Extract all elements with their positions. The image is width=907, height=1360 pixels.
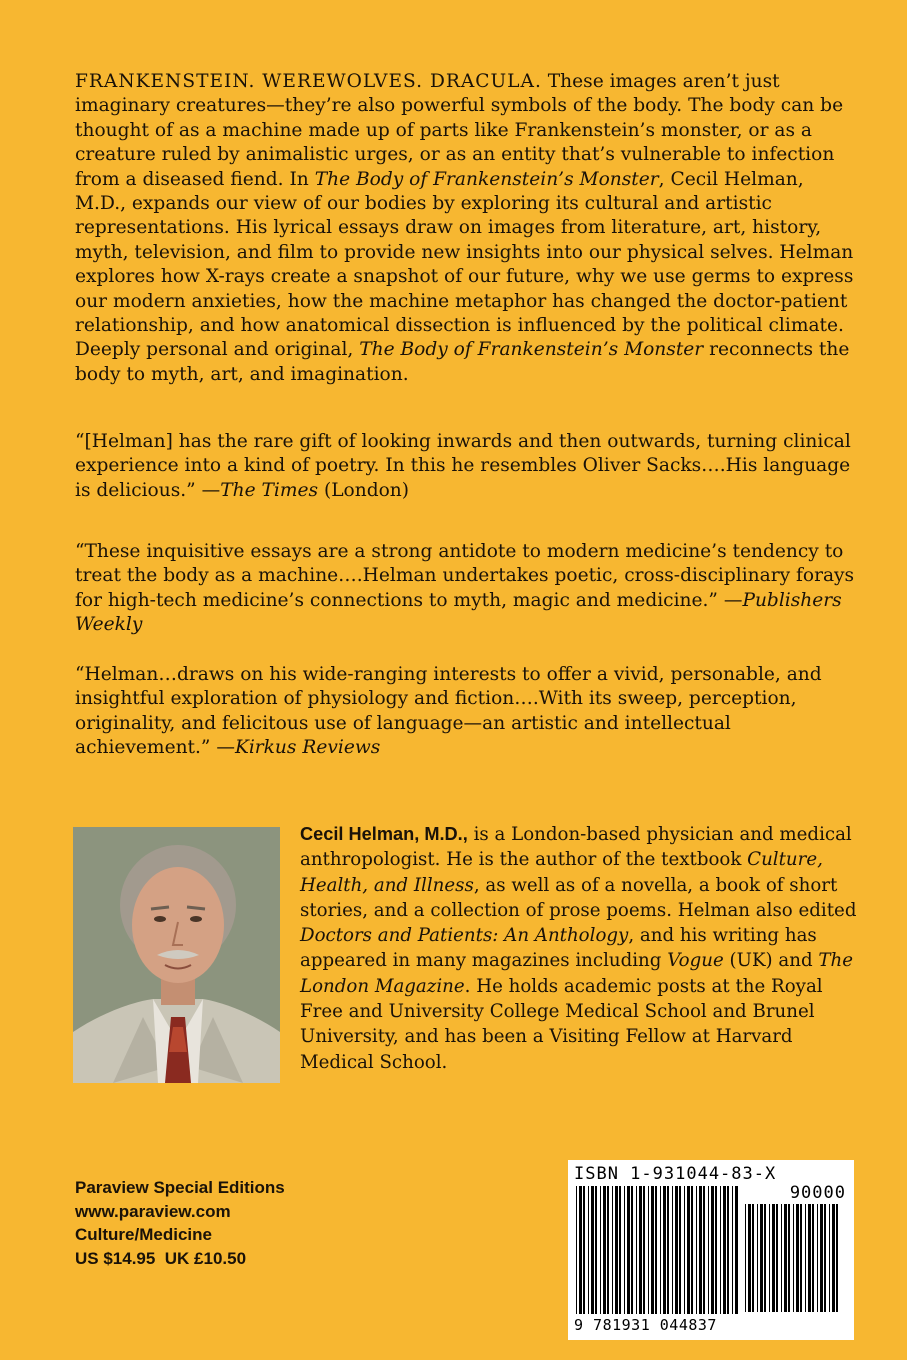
barcode-panel (568, 1160, 854, 1340)
barcode-bar (600, 1186, 601, 1314)
bio-text: . He holds academic posts at the Royal Free and University College Medical School and Brunel University, and has been a Visiting Fellow at Harvard Medical School. (300, 975, 823, 1073)
barcode-bar (624, 1186, 625, 1314)
price-code-label: 90000 (789, 1183, 846, 1203)
barcode-bar (796, 1204, 799, 1312)
book-title-ref-2: The Body of Frankenstein’s Monster (359, 339, 704, 361)
price-barcode (745, 1204, 843, 1312)
barcode-bar (691, 1186, 693, 1314)
barcode-bar (684, 1186, 685, 1314)
barcode-bar (651, 1186, 654, 1314)
barcode-bar (824, 1204, 826, 1312)
bio-text: , as well as of a novella, a book of short stories, and a collection of prose poems. Helman also edited (300, 874, 857, 921)
bio-text: , and his writing has appeared in many magazines including (300, 925, 817, 972)
barcode-bar (643, 1186, 645, 1314)
barcode-bar (715, 1186, 717, 1314)
barcode-bar (660, 1186, 661, 1314)
book-title-ref-1: The Body of Frankenstein’s Monster (314, 168, 659, 190)
barcode-bar (808, 1204, 811, 1312)
barcode-bar (696, 1186, 697, 1314)
bio-magazine: The London Magazine (300, 950, 854, 997)
barcode-bar (663, 1186, 666, 1314)
barcode-bar (760, 1204, 763, 1312)
description-lead: FRANKENSTEIN. WEREWOLVES. DRACULA. (75, 71, 542, 92)
barcode-bar (752, 1204, 754, 1312)
barcode-bar (769, 1204, 770, 1312)
bio-magazine: Vogue (667, 950, 724, 972)
barcode-bar (583, 1186, 585, 1314)
barcode-bar (636, 1186, 637, 1314)
barcode-bar (579, 1186, 582, 1314)
barcode-bar (757, 1204, 758, 1312)
review-publishers-weekly (75, 540, 865, 638)
barcode-bar (615, 1186, 618, 1314)
barcode-bar (732, 1186, 733, 1314)
bio-text: (UK) and (723, 950, 819, 972)
review-source: The Times (220, 479, 319, 501)
barcode-bar (820, 1204, 823, 1312)
barcode-bar (723, 1186, 726, 1314)
barcode-bar (631, 1186, 633, 1314)
barcode-bar (829, 1204, 830, 1312)
barcode-bar (805, 1204, 806, 1312)
author-photo (73, 827, 280, 1083)
barcode-bar (655, 1186, 657, 1314)
barcode-bar (711, 1186, 714, 1314)
review-times (75, 430, 865, 503)
barcode-bar (812, 1204, 814, 1312)
review-text: “[Helman] has the rare gift of looking inwards and then outwards, turning clinical experience into a kind of poetry. In this he resembles Oliver Sacks….His language is delicious.” — (75, 431, 851, 501)
barcode-bar (784, 1204, 787, 1312)
barcode-bar (675, 1186, 678, 1314)
barcode-bar (687, 1186, 690, 1314)
barcode-bar (745, 1204, 746, 1312)
review-kirkus (75, 663, 865, 761)
barcode-bar (793, 1204, 794, 1312)
barcode-bar (720, 1186, 721, 1314)
barcode-bar (800, 1204, 802, 1312)
barcode-bar (607, 1186, 609, 1314)
review-source: Kirkus Reviews (234, 737, 381, 759)
barcode-bar (836, 1204, 838, 1312)
isbn-label: ISBN 1-931044-83-X (574, 1164, 777, 1184)
bio-book-title: Culture, Health, and Illness (300, 849, 823, 896)
bio-book-title: Doctors and Patients: An Anthology (300, 925, 629, 947)
description-text-3: reconnects the body to myth, art, and imagination. (75, 339, 850, 385)
barcode-bar (576, 1186, 577, 1314)
publisher-imprint (75, 1176, 285, 1270)
ean-barcode (576, 1186, 740, 1314)
book-description (75, 70, 860, 387)
author-portrait-illustration (73, 827, 280, 1083)
review-text: “These inquisitive essays are a strong antidote to modern medicine’s tendency to treat the body as a machine….Helman undertakes poetic, cross-disciplinary forays for high-tech medicine’s connections to myth, magic and medicine.” — (75, 541, 855, 611)
barcode-bar (627, 1186, 630, 1314)
barcode-bar (648, 1186, 649, 1314)
barcode-bar (764, 1204, 766, 1312)
author-name: Cecil Helman, M.D., (300, 824, 468, 844)
description-text-2: , Cecil Helman, M.D., expands our view of our bodies by exploring its cultural and artistic representations. His lyrical essays draw on images from literature, art, history, myth, television, and film to provide new insights into our physical selves. Helman explores how X-rays create a snapshot of our future, why we use germs to express our modern anxieties, how the machine metaphor has changed the doctor-patient relationship, and how anatomical dissection is influenced by the political climate. Deeply personal and original, (75, 168, 854, 361)
barcode-bar (781, 1204, 782, 1312)
publisher-name: Paraview Special Editions (75, 1178, 285, 1197)
barcode-bar (788, 1204, 790, 1312)
barcode-bar (591, 1186, 594, 1314)
publisher-website: www.paraview.com (75, 1201, 231, 1221)
barcode-bar (735, 1186, 738, 1314)
barcode-bar (727, 1186, 729, 1314)
barcode-bar (832, 1204, 835, 1312)
barcode-bar (772, 1204, 775, 1312)
barcode-bar (672, 1186, 673, 1314)
ean-number: 9 781931 044837 (574, 1316, 717, 1334)
barcode-bar (667, 1186, 669, 1314)
barcode-bar (603, 1186, 606, 1314)
barcode-bar (588, 1186, 589, 1314)
barcode-bar (703, 1186, 705, 1314)
bio-text: is a London-based physician and medical anthropologist. He is the author of the textbook (300, 824, 852, 871)
review-text: “Helman…draws on his wide-ranging interests to offer a vivid, personable, and insightful exploration of physiology and fiction….With its sweep, perception, originality, and felicitous use of language—an artistic and intellectual achievement.” — (75, 664, 822, 759)
barcode-bar (699, 1186, 702, 1314)
barcode-bar (708, 1186, 709, 1314)
barcode-bar (679, 1186, 681, 1314)
barcode-bar (595, 1186, 597, 1314)
review-source-suffix: (London) (318, 479, 410, 501)
book-category: Culture/Medicine (75, 1225, 212, 1244)
barcode-bar (619, 1186, 621, 1314)
barcode-bar (817, 1204, 818, 1312)
barcode-bar (748, 1204, 751, 1312)
review-source: Publishers Weekly (75, 589, 842, 636)
barcode-bar (612, 1186, 613, 1314)
book-price: US $14.95 UK £10.50 (75, 1248, 247, 1268)
author-bio (300, 822, 860, 1075)
barcode-bar (639, 1186, 642, 1314)
description-text-1: These images aren’t just imaginary creatures—they’re also powerful symbols of the body. The body can be thought of as a machine made up of parts like Frankenstein’s monster, or as a creature ruled by animalistic urges, or as an entity that’s vulnerable to infection from a diseased fiend. In (75, 71, 844, 190)
barcode-bar (776, 1204, 778, 1312)
